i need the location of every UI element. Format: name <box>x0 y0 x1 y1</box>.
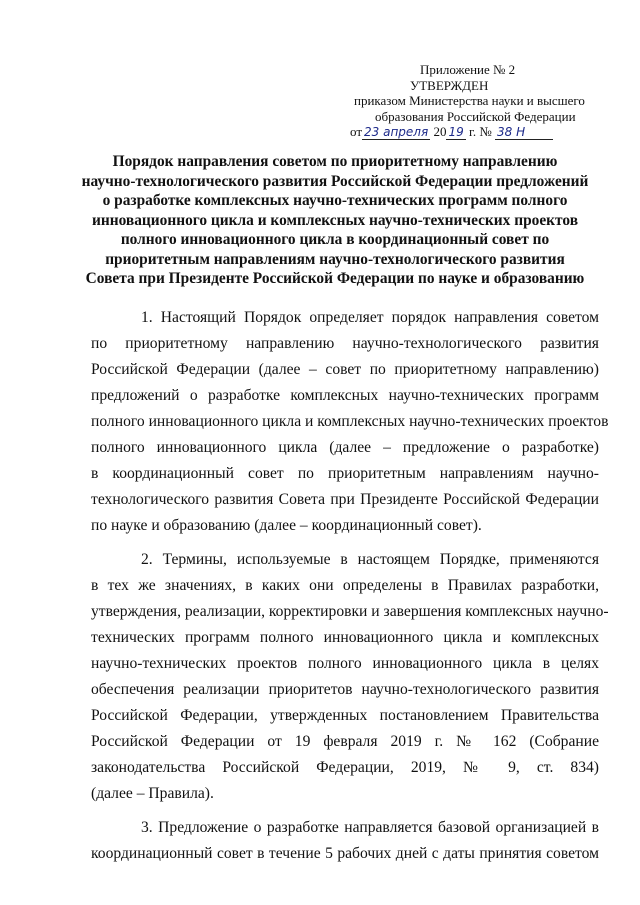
text-line: полного инновационного цикла (далее – предложение о разработке) <box>91 439 599 456</box>
paragraph-1 <box>91 305 609 539</box>
order-line-1: приказом Министерства науки и высшего <box>354 93 585 108</box>
text-line: в координационный совет по приоритетным направлениям научно- <box>91 465 599 482</box>
text-line: по науке и образованию (далее – координационный совет). <box>91 517 482 534</box>
title-line: приоритетным направлениям научно-технологического развития <box>105 250 565 268</box>
text-line: Российской Федерации от 19 февраля 2019 г. № 162 (Собрание <box>91 733 599 750</box>
title-line: инновационного цикла и комплексных научно-технических проектов <box>91 211 579 229</box>
title-line: научно-технологического развития Российской Федерации предложений <box>81 172 589 190</box>
annex-label: Приложение № 2 <box>420 62 516 77</box>
text-line: полного инновационного цикла и комплексных научно-технических проектов <box>91 413 609 430</box>
title-line: Порядок направления советом по приоритетному направлению <box>112 153 558 170</box>
paragraph-3 <box>91 815 599 867</box>
handwritten-number: 38 Н <box>495 125 553 140</box>
text-line: предложений о разработке комплексных научно-технических программ <box>91 387 599 404</box>
handwritten-year: 19 <box>448 125 464 139</box>
text-line: законодательства Российской Федерации, 2019, № 9, ст. 834) <box>91 759 599 776</box>
text-line: 3. Предложение о разработке направляется базовой организацией в <box>141 819 599 836</box>
text-line: технологического развития Совета при Президенте Российской Федерации <box>91 491 599 508</box>
handwritten-date: 23 апреля <box>364 125 429 139</box>
text-line: научно-технических проектов полного инновационного цикла в целях <box>91 655 599 672</box>
text-line: 2. Термины, используемые в настоящем Порядке, применяются <box>141 551 599 568</box>
text-line: 1. Настоящий Порядок определяет порядок направления советом <box>141 309 599 326</box>
text-line: в тех же значениях, в каких они определены в Правилах разработки, <box>91 577 599 594</box>
document-title <box>70 152 600 289</box>
number-label: № <box>479 124 492 139</box>
text-line: Российской Федерации, утвержденных постановлением Правительства <box>91 707 599 724</box>
approval-block <box>340 62 610 141</box>
text-line: утверждения, реализации, корректировки и завершения комплексных научно- <box>91 603 609 620</box>
title-line: полного инновационного цикла в координационный совет по <box>120 231 550 248</box>
date-year-unit: г. <box>468 124 477 139</box>
order-date-line <box>340 124 610 141</box>
text-line: (далее – Правила). <box>91 785 214 802</box>
approved-label: УТВЕРЖДЕН <box>410 77 489 93</box>
text-line: технических программ полного инновационного цикла и комплексных <box>91 629 599 646</box>
text-line: Российской Федерации (далее – совет по приоритетному направлению) <box>91 361 599 378</box>
text-line: обеспечения реализации приоритетов научно-технологического развития <box>91 681 599 698</box>
order-line-2: образования Российской Федерации <box>375 108 576 124</box>
text-line: по приоритетному направлению научно-технологического развития <box>91 335 599 352</box>
title-line: Совета при Президенте Российской Федерации по науке и образованию <box>85 270 585 287</box>
date-prefix: от <box>350 124 363 139</box>
document-body <box>91 305 609 867</box>
title-line: о разработке комплексных научно-технических программ полного <box>102 192 568 209</box>
date-year-prefix: 20 <box>433 124 447 139</box>
paragraph-2 <box>91 547 609 807</box>
text-line: координационный совет в течение 5 рабочих дней с даты принятия советом <box>91 845 599 862</box>
